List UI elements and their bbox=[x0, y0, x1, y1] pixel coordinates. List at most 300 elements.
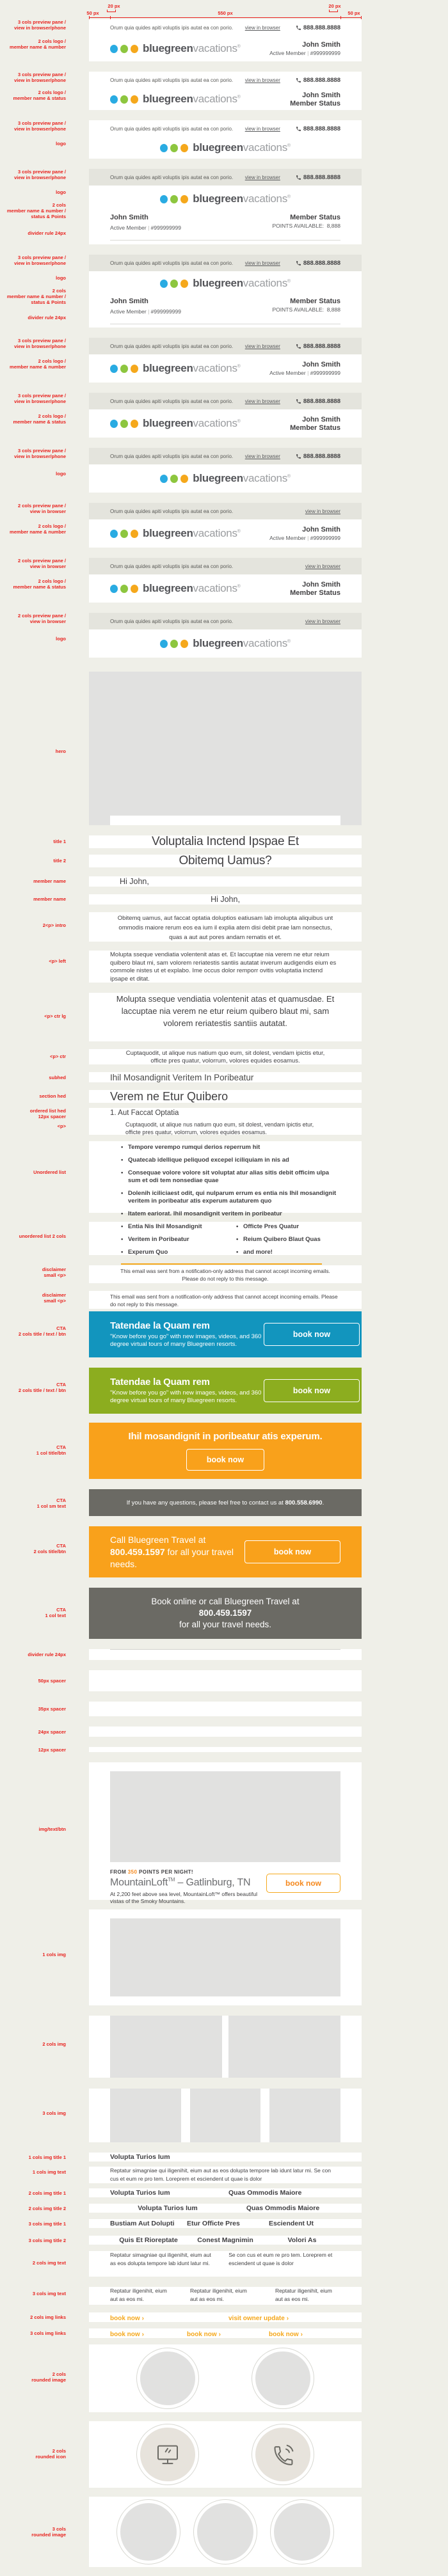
bluegreen-logo: bluegreen vacations® bbox=[160, 637, 291, 650]
spacer-35px bbox=[38, 1702, 362, 1716]
preview-pane: Orum quia quides apiti voluptis ipis autat ea con porio. view in browser 888.888.8888 bbox=[89, 19, 362, 36]
logo-dot-green bbox=[120, 365, 128, 373]
member-block: John Smith Active Member | #999999999 bbox=[269, 40, 340, 56]
annotation-divider: divider rule 24px bbox=[28, 315, 66, 320]
phone-icon bbox=[296, 126, 301, 132]
header-variant-points bbox=[6, 255, 362, 328]
phone-icon bbox=[296, 77, 301, 83]
annotation-sp50: 50px spacer bbox=[38, 1678, 66, 1684]
list-item: • Dolenih iciliciaest odit, qui nulparum errum es entia nis Ihil mosandignit veritem in poribeatur atis experum autaturem quo bbox=[121, 1190, 337, 1205]
annotation-logo-status: 2 cols logo / member name & status bbox=[13, 578, 66, 590]
preview-pane: Orum quia quides apiti voluptis ipis autat ea con porio. view in browser 888.888.8888 bbox=[89, 120, 362, 137]
bluegreen-logo: bluegreen vacations® bbox=[110, 362, 241, 375]
grid-title: Volupta Turios Ium bbox=[138, 2204, 198, 2212]
view-in-browser-link[interactable]: view in browser bbox=[305, 563, 340, 569]
logo-dot-green bbox=[170, 280, 178, 288]
orange-divider-rule bbox=[121, 1263, 322, 1265]
logo-dot-green bbox=[120, 585, 128, 593]
phone-icon bbox=[296, 454, 301, 459]
disclaimer-text: This email was sent from a notification-only address that cannot accept incoming emails. Please do not reply to this message. bbox=[120, 1268, 330, 1282]
cta-blue-banner bbox=[18, 1311, 362, 1357]
rounded-image-placeholder bbox=[193, 2499, 257, 2564]
grid-text-2col-row bbox=[32, 2251, 362, 2277]
logo-dot-green bbox=[120, 45, 128, 53]
member-block: John Smith Active Member | #999999999 bbox=[269, 525, 340, 541]
image-placeholder bbox=[110, 2089, 181, 2142]
cta-title: Tatendae la Quam rem bbox=[110, 1377, 210, 1387]
spacer-24px bbox=[38, 1727, 362, 1737]
ruler-line bbox=[89, 17, 362, 18]
grid-text: Reptatur iligenihit, eium aut as eos mi. bbox=[190, 2288, 247, 2302]
annotation-t3col1: 3 cols img title 1 bbox=[28, 2221, 66, 2227]
member-block: John Smith Active Member | #999999999 bbox=[269, 360, 340, 376]
annotation-imgtextbtn: img/text/btn bbox=[38, 1826, 66, 1832]
image-placeholder bbox=[110, 1918, 340, 1996]
grid-text: Reptatur simagniae qui iligenihit, eium aut as eos dolupta tempore lab idunt latur mi. Se con cus et eum re pro tem. Loreprem et esciendent ut quae is dolor bbox=[110, 2167, 331, 2182]
intro-paragraph-row bbox=[42, 912, 362, 942]
annotation-t3col2: 3 cols img title 2 bbox=[28, 2238, 66, 2243]
cta-copy bbox=[110, 1320, 264, 1348]
header-variant-status bbox=[13, 558, 362, 603]
grid-text: Reptatur iligenihit, eium aut as eos mi. bbox=[275, 2288, 332, 2302]
annotation-cta-2cols-ttb: CTA 2 cols title / text / btn bbox=[18, 1325, 66, 1337]
annotation-logo: logo bbox=[56, 275, 66, 281]
book-now-button[interactable]: book now bbox=[244, 1540, 340, 1563]
grid-title: Bustiam Aut Dolupti bbox=[110, 2220, 175, 2227]
logo-dot-orange bbox=[131, 585, 138, 593]
view-in-browser-link[interactable]: view in browser bbox=[244, 174, 280, 180]
annotation-preview3: 3 cols preview pane / view in browser/phone bbox=[14, 120, 66, 132]
logo-dot-orange bbox=[180, 195, 188, 203]
header-variant-status bbox=[13, 393, 362, 438]
logo-dot-orange bbox=[131, 420, 138, 428]
grid-title-3col-left-row bbox=[28, 2219, 362, 2228]
annotation-logo-number: 2 cols logo / member name & number bbox=[10, 38, 66, 50]
logo-dot-blue bbox=[160, 144, 168, 152]
hero-image-placeholder bbox=[55, 672, 362, 825]
annotation-cta-1col-tb: CTA 1 col title/btn bbox=[36, 1444, 66, 1456]
annotation-preview3: 3 cols preview pane / view in browser/phone bbox=[14, 72, 66, 83]
bluegreen-logo: bluegreen vacations® bbox=[160, 141, 291, 154]
image-placeholder bbox=[269, 2089, 340, 2142]
annotation-member-2col: 2 cols member name & number / status & Points bbox=[6, 288, 66, 305]
annotation-img3: 3 cols img bbox=[42, 2110, 66, 2116]
header-variant-points bbox=[6, 169, 362, 244]
ordered-list-heading: 1. Aut Faccat Optatia bbox=[110, 1109, 179, 1117]
rounded-image-placeholder bbox=[252, 2348, 314, 2409]
rounded-icon-2col-module bbox=[35, 2421, 362, 2488]
annotation-preview2: 2 cols preview pane / view in browser bbox=[17, 558, 66, 569]
rounded-image-placeholder bbox=[270, 2499, 334, 2564]
grid-text: Reptatur simagniae qui iligenihit, eium aut as eos dolupta tempore lab idunt latur mi. bbox=[110, 2252, 211, 2266]
annotation-img2: 2 cols img bbox=[42, 2041, 66, 2047]
intro-text: Obitemq uamus, aut faccat optatia doluptios eatiusam lab imolupta aliquibus unt ommodis maiore rerum eos ea ium il explia atem disi debit prae lam nonsectus, quas a aut aut pores andam rematis et et. bbox=[117, 915, 333, 941]
header-variant-status bbox=[13, 72, 362, 110]
grid-text: Se con cus et eum re pro tem. Loreprem et esciendent ut quae is dolor bbox=[228, 2252, 333, 2266]
annotation-p-ctr: <p> ctr bbox=[49, 1054, 66, 1059]
annotation-img1: 1 cols img bbox=[42, 1952, 66, 1957]
preview-pane: Orum quia quides apiti voluptis ipis autat ea con porio. view in browser 888.888.8888 bbox=[89, 448, 362, 464]
cta-title: Tatendae la Quam rem bbox=[110, 1320, 210, 1331]
cta-text: If you have any questions, please feel free to contact us at 800.558.6990. bbox=[126, 1499, 324, 1506]
paragraph-center-text: Cuptaquodit, ut alique nus natium quo eum, sit dolest, vendam ipictis etur, officte pres quatur, volorrum, volores equides eosamus. bbox=[125, 1050, 325, 1064]
rounded-icon-badge bbox=[136, 2424, 199, 2485]
annotation-logo-number: 2 cols logo / member name & number bbox=[10, 523, 66, 535]
logo-dot-orange bbox=[180, 280, 188, 288]
cta-gray-small bbox=[36, 1489, 362, 1516]
paragraph-center-large-text: Molupta sseque vendiatia volentenit atas et quamusdae. Et laccuptae nia verem ne etur reium quibero blaut mi, sam volorem reriatestis santiis autatat. bbox=[116, 994, 335, 1028]
image-placeholder bbox=[110, 2016, 222, 2078]
cta-text: Book online or call Bluegreen Travel at 800.459.1597 for all your travel needs. bbox=[151, 1597, 300, 1629]
preview-pane: Orum quia quides apiti voluptis ipis autat ea con porio. view in browser 888.888.8888 bbox=[89, 338, 362, 354]
paragraph-center-large-row bbox=[44, 993, 362, 1041]
view-in-browser-link[interactable]: view in browser bbox=[244, 125, 280, 132]
grid-title: Volori As bbox=[287, 2236, 317, 2244]
annotation-divider: divider rule 24px bbox=[28, 1652, 66, 1657]
annotation-t1col: 1 cols img title 1 bbox=[28, 2154, 66, 2160]
preview-pane: Orum quia quides apiti voluptis ipis autat ea con porio. view in browser 888.888.8888 bbox=[89, 255, 362, 271]
header-phone: 888.888.8888 bbox=[296, 24, 340, 31]
annotation-p-ctr-lg: <p> ctr lg bbox=[44, 1013, 66, 1019]
greeting-left-row bbox=[33, 876, 362, 887]
bluegreen-logo: bluegreen vacations® bbox=[110, 582, 241, 595]
paragraph-left-row bbox=[49, 951, 362, 983]
ruler-550px: 550 px bbox=[218, 10, 233, 16]
book-now-link[interactable]: book now › bbox=[187, 2330, 221, 2338]
monitor-icon bbox=[155, 2442, 180, 2467]
phone-icon bbox=[296, 260, 301, 266]
annotation-preview2: 2 cols preview pane / view in browser bbox=[17, 613, 66, 624]
logo-dot-orange bbox=[180, 144, 188, 152]
logo-dot-blue bbox=[160, 195, 168, 203]
logo-dot-blue bbox=[160, 640, 168, 648]
points-block: Member Status POINTS AVAILABLE: 8,888 bbox=[272, 297, 340, 313]
image-3col-module bbox=[42, 2089, 362, 2142]
annotation-preview3: 3 cols preview pane / view in browser/phone bbox=[14, 19, 66, 31]
annotation-tx3col: 3 cols img text bbox=[32, 2291, 66, 2296]
logo-dot-blue bbox=[110, 585, 118, 593]
annotation-logo-status: 2 cols logo / member name & status bbox=[13, 90, 66, 101]
cta-title: Ihil mosandignit in poribeatur atis experum. bbox=[128, 1431, 323, 1442]
cta-orange-travel bbox=[33, 1526, 362, 1577]
list-item: • Quatecab idellique peliquod excepel iciliquiam in nis ad bbox=[121, 1157, 289, 1164]
subhead-text: Ihil Mosandignit Veritem In Poribeatur bbox=[110, 1072, 254, 1082]
list-item: • and more! bbox=[236, 1249, 273, 1256]
logo-dot-orange bbox=[180, 640, 188, 648]
rounded-image-placeholder bbox=[136, 2348, 199, 2409]
logo-dot-green bbox=[170, 144, 178, 152]
view-in-browser-link[interactable]: view in browser bbox=[244, 453, 280, 459]
resort-title: MountainLoft™ – Gatlinburg, TN bbox=[110, 1877, 251, 1888]
logo-dot-orange bbox=[131, 95, 138, 104]
ruler-bracket-left bbox=[107, 10, 116, 12]
annotation-sp12: 12px spacer bbox=[38, 1747, 66, 1753]
logo-dot-green bbox=[120, 420, 128, 428]
preview-pane: Orum quia quides apiti voluptis ipis autat ea con porio. view in browser 888.888.8888 bbox=[89, 72, 362, 88]
logo-dot-blue bbox=[110, 530, 118, 538]
header-phone: 888.888.8888 bbox=[296, 453, 340, 460]
annotation-rounded3: 3 cols rounded image bbox=[31, 2526, 66, 2538]
annotation-disclaimer: disclaimer small <p> bbox=[42, 1267, 66, 1278]
ruler-20px-left: 20 px bbox=[108, 3, 120, 9]
annotation-lk3: 3 cols img links bbox=[30, 2330, 66, 2336]
resort-module bbox=[38, 1762, 362, 1905]
image-placeholder bbox=[190, 2089, 261, 2142]
points-eyebrow: FROM 350 POINTS PER NIGHT! bbox=[110, 1869, 193, 1875]
member-block: John Smith Active Member | #999999999 bbox=[110, 214, 181, 231]
image-2col-module bbox=[42, 2016, 362, 2078]
annotation-member-2col: 2 cols member name & number / status & Points bbox=[6, 202, 66, 219]
phone-call-icon bbox=[270, 2442, 296, 2467]
list-item: • Reium Quibero Blaut Quas bbox=[236, 1236, 321, 1243]
list-item: • Tempore verempo rumqui derios reperrum hit bbox=[121, 1144, 260, 1151]
annotation-member-name: member name bbox=[33, 896, 66, 902]
annotation-divider: divider rule 24px bbox=[28, 230, 66, 236]
annotation-t2col1: 2 cols img title 1 bbox=[28, 2190, 66, 2196]
points-block: Member Status POINTS AVAILABLE: 8,888 bbox=[272, 214, 340, 229]
title1-row bbox=[53, 835, 362, 848]
annotation-t2col2: 2 cols img title 2 bbox=[28, 2206, 66, 2211]
grid-title: Conest Magnimin bbox=[197, 2236, 253, 2244]
ruler-50px-left: 50 px bbox=[86, 10, 99, 16]
annotation-cta-2cols-tb: CTA 2 cols title/btn bbox=[33, 1543, 66, 1554]
logo-dot-green bbox=[170, 640, 178, 648]
view-in-browser-link[interactable]: view in browser bbox=[244, 343, 280, 349]
member-block: John Smith Member Status bbox=[290, 580, 340, 597]
annotation-rounded2: 2 cols rounded image bbox=[31, 2371, 66, 2383]
grid-text-1col-row bbox=[32, 2167, 362, 2183]
title2-text: Obitemq Uamus? bbox=[179, 854, 272, 867]
annotation-tx1col: 1 cols img text bbox=[32, 2169, 66, 2175]
annotation-title2: title 2 bbox=[53, 858, 66, 864]
annotation-logo-number: 2 cols logo / member name & number bbox=[10, 358, 66, 370]
member-block: John Smith Active Member | #999999999 bbox=[110, 297, 181, 315]
rounded-image-2col-module bbox=[31, 2344, 362, 2412]
paragraph-left-text: Molupta sseque vendiatia volentenit atas et. Et laccuptae nia verem ne etur reium quibero blaut mi, sam volorem reriatestis santiis autatat inverum audigendis eium es commole nistes ut et explabo. Ime occus dolor remporr ovitis voluptatia inctend ipsape et ditat. bbox=[110, 951, 337, 983]
annotation-cta-1col-text: CTA 1 col text bbox=[45, 1607, 66, 1618]
header-variant-logo-only bbox=[14, 448, 362, 493]
bluegreen-logo: bluegreen vacations® bbox=[110, 417, 241, 430]
annotation-tx2col: 2 cols img text bbox=[32, 2260, 66, 2266]
view-in-browser-link[interactable]: view in browser bbox=[244, 398, 280, 404]
logo-dot-green bbox=[170, 195, 178, 203]
annotation-preview3: 3 cols preview pane / view in browser/phone bbox=[14, 169, 66, 180]
member-block: John Smith Member Status bbox=[290, 91, 340, 107]
annotation-unordered-list: Unordered list bbox=[33, 1169, 66, 1175]
annotation-hero: hero bbox=[55, 748, 66, 754]
owner-update-link[interactable]: visit owner update › bbox=[228, 2314, 289, 2322]
section-head-row bbox=[39, 1089, 362, 1103]
book-now-link[interactable]: book now › bbox=[269, 2330, 303, 2338]
subhead-row bbox=[49, 1072, 362, 1082]
logo-dot-orange bbox=[131, 45, 138, 53]
spacer-12px bbox=[38, 1747, 362, 1753]
preview-pane: Orum quia quides apiti voluptis ipis autat ea con porio. view in browser bbox=[89, 503, 362, 519]
logo-dot-orange bbox=[180, 475, 188, 483]
book-now-link[interactable]: book now › bbox=[110, 2314, 145, 2322]
cta-orange-banner bbox=[36, 1423, 362, 1479]
preview-pane: Orum quia quides apiti voluptis ipis autat ea con porio. view in browser 888.888.8888 bbox=[89, 393, 362, 409]
annotation-logo: logo bbox=[56, 636, 66, 642]
list-item: • Veritem in Poribeatur bbox=[121, 1236, 189, 1243]
cta-copy bbox=[110, 1377, 264, 1405]
ruler-20px-right: 20 px bbox=[328, 3, 341, 9]
logo-dot-orange bbox=[131, 530, 138, 538]
disclaimer-center-block bbox=[42, 1265, 362, 1283]
spacer-50px bbox=[38, 1670, 362, 1691]
grid-title-2col-left-row bbox=[28, 2188, 362, 2197]
annotation-member-name: member name bbox=[33, 878, 66, 884]
view-in-browser-link[interactable]: view in browser bbox=[305, 618, 340, 624]
grid-title-1col-row bbox=[28, 2153, 362, 2161]
preview-pane: Orum quia quides apiti voluptis ipis autat ea con porio. view in browser bbox=[89, 558, 362, 574]
list-item: • Entia Nis Ihil Mosandignit bbox=[121, 1223, 202, 1230]
member-block: John Smith Member Status bbox=[290, 415, 340, 432]
image-placeholder bbox=[228, 2016, 340, 2078]
image-1col-module bbox=[42, 1909, 362, 2005]
grid-text-3col-row bbox=[32, 2287, 362, 2305]
grid-links-2col-row bbox=[30, 2312, 362, 2322]
grid-title: Volupta Turios Ium bbox=[110, 2189, 170, 2197]
ordered-list-block bbox=[29, 1108, 362, 1135]
annotation-logo-status: 2 cols logo / member name & status bbox=[13, 413, 66, 425]
cta-text: "Know before you go" with new images, videos, and 360 degree virtual tours of many Bluegreen resorts. bbox=[110, 1389, 262, 1404]
title1-text: Voluptalia Inctend Ipspae Et bbox=[152, 835, 299, 848]
unordered-list-block bbox=[33, 1141, 362, 1217]
divider-rule bbox=[110, 240, 340, 241]
book-now-button[interactable]: book now bbox=[266, 1874, 340, 1893]
grid-title: Volupta Turios Ium bbox=[110, 2153, 170, 2161]
annotation-p-left: <p> left bbox=[49, 958, 66, 964]
header-variant-logo-only bbox=[14, 120, 362, 159]
ordered-list-paragraph: Cuptaquodit, ut alique nus natium quo eum, sit dolest, vendam ipictis etur, officte pres quatur, volorrum, volores equides eosamus. bbox=[125, 1121, 314, 1135]
annotation-logo: logo bbox=[56, 141, 66, 146]
bluegreen-logo: bluegreen vacations® bbox=[110, 527, 241, 540]
preview-pane: Orum quia quides apiti voluptis ipis autat ea con porio. view in browser bbox=[89, 613, 362, 629]
list-item: • Itatem eariorat. Ihil mosandignit veritem in poribeatur bbox=[121, 1210, 282, 1217]
rounded-image-placeholder bbox=[116, 2499, 180, 2564]
header-variant-phone-number bbox=[10, 19, 362, 61]
header-variant-phone-number bbox=[10, 503, 362, 548]
annotation-sp24: 24px spacer bbox=[38, 1729, 66, 1735]
preview-pane: Orum quia quides apiti voluptis ipis autat ea con porio. view in browser 888.888.8888 bbox=[89, 169, 362, 186]
book-now-link[interactable]: book now › bbox=[110, 2330, 145, 2338]
grid-text: Reptatur iligenihit, eium aut as eos mi. bbox=[110, 2288, 167, 2302]
grid-title: Quas Ommodis Maiore bbox=[228, 2189, 302, 2197]
annotation-logo: logo bbox=[56, 471, 66, 477]
annotation-preview3: 3 cols preview pane / view in browser/phone bbox=[14, 338, 66, 349]
view-in-browser-link[interactable]: view in browser bbox=[244, 24, 280, 31]
rounded-image-3col-module bbox=[31, 2497, 362, 2567]
list-item: • Experum Quo bbox=[121, 1249, 168, 1256]
logo-dot-orange bbox=[131, 365, 138, 373]
rounded-icon-badge bbox=[252, 2424, 314, 2485]
cta-text: Call Bluegreen Travel at 800.459.1597 for all your travel needs. bbox=[110, 1534, 234, 1569]
view-in-browser-link[interactable]: view in browser bbox=[305, 508, 340, 514]
logo-dot-blue bbox=[160, 280, 168, 288]
annotation-cta-2cols-ttb: CTA 2 cols title / text / btn bbox=[18, 1382, 66, 1393]
logo-dot-green bbox=[170, 475, 178, 483]
annotation-rounded-icon: 2 cols rounded icon bbox=[35, 2448, 66, 2460]
list-item: • Officte Pres Quatur bbox=[236, 1223, 300, 1230]
book-now-button[interactable]: book now bbox=[264, 1323, 360, 1346]
phone-icon bbox=[296, 175, 301, 180]
header-phone: 888.888.8888 bbox=[296, 174, 340, 181]
ruler-bracket-right bbox=[329, 10, 338, 12]
hero-caption-strip bbox=[110, 816, 340, 825]
greeting-center-row bbox=[33, 894, 362, 905]
annotation-unordered-2col: unordered list 2 cols bbox=[19, 1233, 66, 1239]
bluegreen-logo: bluegreen vacations® bbox=[110, 93, 241, 106]
bluegreen-logo: bluegreen vacations® bbox=[160, 472, 291, 485]
logo-dot-blue bbox=[160, 475, 168, 483]
bluegreen-logo: bluegreen vacations® bbox=[160, 277, 291, 290]
header-phone: 888.888.8888 bbox=[296, 77, 340, 84]
resort-description: At 2,200 feet above sea level, MountainLoft™ offers beautiful vistas of the Smoky Mountains. bbox=[110, 1891, 257, 1905]
list-item: • Consequae volore volore sit voluptat atur alias sitis debit officim ulpa sum et odi tem nonsediae quae bbox=[121, 1169, 330, 1184]
header-phone: 888.888.8888 bbox=[296, 125, 340, 132]
greeting-text: Hi John, bbox=[211, 895, 240, 904]
divider-rule-block bbox=[28, 1649, 362, 1660]
annotation-intro: 2<p> intro bbox=[42, 922, 66, 928]
annotation-title1: title 1 bbox=[53, 839, 66, 844]
annotation-lk2: 2 cols img links bbox=[30, 2314, 66, 2320]
cta-green-banner bbox=[18, 1368, 362, 1414]
bluegreen-logo: bluegreen vacations® bbox=[160, 193, 291, 205]
grid-title: Esciendent Ut bbox=[269, 2220, 314, 2227]
header-phone: 888.888.8888 bbox=[296, 343, 340, 350]
grid-title: Etur Officte Pres bbox=[187, 2220, 240, 2227]
disclaimer-left-block bbox=[42, 1291, 362, 1309]
disclaimer-text: This email was sent from a notification-only address that cannot accept incoming emails. Please do not reply to this message. bbox=[110, 1293, 338, 1308]
header-variant-logo-only bbox=[17, 613, 362, 658]
resort-image-placeholder bbox=[110, 1771, 340, 1862]
grid-title-2col-center-row bbox=[28, 2204, 362, 2213]
logo-dot-blue bbox=[110, 45, 118, 53]
annotation-disclaimer: disclaimer small <p> bbox=[42, 1292, 66, 1304]
book-now-button[interactable]: book now bbox=[186, 1449, 264, 1471]
grid-links-3col-row bbox=[30, 2328, 362, 2338]
annotation-section-hed: section hed bbox=[39, 1093, 66, 1099]
annotation-preview2: 2 cols preview pane / view in browser bbox=[17, 503, 66, 514]
dimension-ruler bbox=[0, 3, 448, 21]
title2-row bbox=[53, 854, 362, 867]
phone-icon bbox=[296, 344, 301, 349]
grid-title-3col-center-row bbox=[28, 2236, 362, 2245]
annotation-ol-p: <p> bbox=[57, 1123, 66, 1129]
header-phone: 888.888.8888 bbox=[296, 398, 340, 405]
annotation-cta-1col-sm: CTA 1 col sm text bbox=[36, 1497, 66, 1509]
cta-gray-large bbox=[45, 1588, 362, 1639]
view-in-browser-link[interactable]: view in browser bbox=[244, 77, 280, 83]
greeting-text: Hi John, bbox=[120, 877, 149, 886]
phone-icon bbox=[296, 399, 301, 404]
paragraph-center-row bbox=[49, 1049, 362, 1064]
logo-dot-blue bbox=[110, 420, 118, 428]
view-in-browser-link[interactable]: view in browser bbox=[244, 260, 280, 266]
book-now-button[interactable]: book now bbox=[264, 1379, 360, 1402]
phone-icon bbox=[296, 25, 301, 31]
annotation-sp35: 35px spacer bbox=[38, 1706, 66, 1712]
spec-column bbox=[6, 19, 362, 2567]
ruler-50px-right: 50 px bbox=[348, 10, 360, 16]
annotation-subhed: subhed bbox=[49, 1075, 66, 1080]
logo-dot-green bbox=[120, 530, 128, 538]
annotation-preview3: 3 cols preview pane / view in browser/phone bbox=[14, 393, 66, 404]
logo-dot-green bbox=[120, 95, 128, 104]
logo-dot-blue bbox=[110, 95, 118, 104]
unordered-list-2col-block bbox=[19, 1222, 362, 1256]
